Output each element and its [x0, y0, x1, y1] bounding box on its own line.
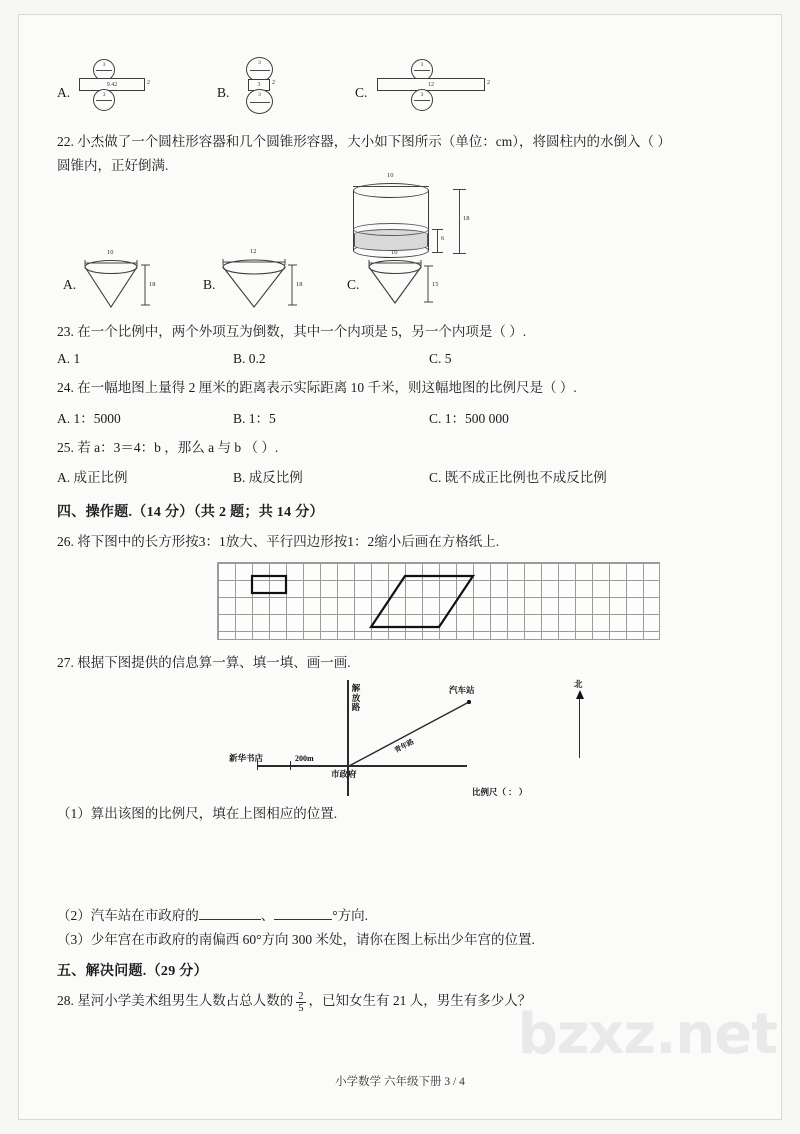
graph-paper-grid[interactable]	[217, 562, 660, 640]
q21-option-c-bar-side: 2	[487, 80, 490, 86]
q27-text: 27. 根据下图提供的信息算一算、填一填、画一画.	[57, 654, 351, 670]
q23-option-b[interactable]: B. 0.2	[233, 350, 266, 366]
q27-sub2-post: °方向.	[332, 908, 369, 923]
map-label-qingnian-road: 青年路	[393, 737, 416, 755]
north-arrow-head	[572, 690, 592, 704]
q25-text: 25. 若 a：3＝4：b ，那么 a 与 b （ ）.	[57, 439, 279, 455]
q21-option-b-circle-top-value: 3	[258, 59, 261, 66]
cone-b-height-label: 18	[296, 281, 303, 289]
q21-option-b-bar-side: 2	[272, 80, 275, 86]
q23-text: 23. 在一个比例中，两个外项互为倒数，其中一个内项是 5，另一个内项是（ ）.	[57, 324, 527, 340]
q25-options	[57, 466, 747, 486]
q28-fraction-denominator: 5	[298, 1003, 304, 1015]
q23-option-c[interactable]: C. 5	[429, 350, 452, 366]
cone-b-shape	[221, 257, 299, 309]
q21-option-a-circle-top-value: 3	[102, 61, 106, 68]
q21-option-c-circle-top-value: 3	[420, 61, 424, 68]
q21-option-c-circle-bottom	[411, 89, 433, 111]
q24-option-b[interactable]: B. 1：5	[233, 410, 276, 426]
q21-option-c-bar	[377, 78, 485, 91]
map-label-scale-ratio[interactable]: 比例尺（ ： ）	[472, 787, 528, 798]
q28-fraction	[296, 991, 305, 1015]
cone-a-shape	[81, 257, 153, 309]
q28-text-pre: 28. 星河小学美术组男生人数占总人数的	[57, 993, 294, 1009]
cone-c-height-label: 15	[432, 281, 439, 289]
q24-option-c[interactable]: C. 1：500 000	[429, 410, 509, 426]
q27-sub2-blank-2[interactable]	[274, 907, 332, 920]
q21-option-b-circle-bottom	[246, 89, 273, 114]
q24-text: 24. 在一幅地图上量得 2 厘米的距离表示实际距离 10 千米，则这幅地图的比例尺是（ ）.	[57, 379, 577, 395]
q21-option-c-bar-value: 12	[428, 81, 434, 88]
cone-a-diameter-label: 10	[107, 249, 114, 257]
map-label-north: 北	[574, 679, 583, 690]
q24-options	[57, 407, 747, 427]
q25-option-b[interactable]: B. 成反比例	[233, 470, 303, 486]
diameter-line	[96, 70, 112, 71]
q22-cone-options	[57, 248, 747, 311]
page-footer: 小学数学 六年级下册 3 / 4	[335, 1076, 465, 1088]
q24-option-a[interactable]: A. 1：5000	[57, 410, 121, 426]
q22-cone-a-label: A.	[63, 277, 77, 293]
bus-station-point	[467, 700, 471, 704]
q22-text-line2: 圆锥内，正好倒满.	[57, 157, 169, 173]
page-content	[57, 59, 747, 1014]
q22-cone-c-label: C.	[347, 277, 360, 293]
north-arrow-shaft	[579, 696, 580, 758]
q27-sub2	[57, 904, 747, 928]
city-map-diagram[interactable]	[227, 680, 687, 802]
cylinder-diameter-label: 10	[387, 172, 394, 180]
map-label-scale-200m: 200m	[295, 754, 314, 764]
q28-text-post: ，已知女生有 21 人，男生有多少人？	[308, 993, 532, 1009]
q21-option-c-circle-bottom-value: 3	[420, 91, 424, 98]
q21-option-a-bar	[79, 78, 145, 91]
cylinder-height-tick-top	[453, 189, 466, 190]
q26-shapes	[218, 563, 661, 641]
cylinder-diameter-line	[353, 186, 429, 187]
q27-sub2-blank-1[interactable]	[199, 907, 261, 920]
q21-options-figures	[57, 59, 747, 121]
cylinder-water-tick-bottom	[432, 252, 443, 253]
q27-sub2-mid: 、	[260, 908, 275, 923]
map-label-bus-station: 汽车站	[449, 685, 475, 696]
section-4-heading: 四、操作题.（14 分）（共 2 题；共 14 分）	[57, 505, 324, 521]
q27-sub1: （1）算出该图的比例尺，填在上图相应的位置.	[57, 806, 338, 822]
diameter-line	[250, 102, 270, 103]
cylinder-water-label: 6	[441, 235, 445, 243]
q21-option-a-circle-bottom-value: 3	[102, 91, 106, 98]
q21-option-b-bar-value: 3	[257, 82, 261, 88]
cone-a-height-label: 18	[149, 281, 156, 289]
q21-option-a-label: A.	[57, 85, 71, 100]
q22-cylinder-figure	[57, 172, 747, 255]
map-label-city-hall: 市政府	[331, 769, 357, 780]
cone-b-diameter-label: 12	[250, 248, 257, 256]
diameter-line	[96, 100, 112, 101]
diameter-line	[414, 70, 430, 71]
site-watermark: bzxz.net	[517, 1002, 777, 1067]
q27-sub2-pre: （2）汽车站在市政府的	[57, 908, 199, 923]
q21-option-b-label: B.	[217, 85, 230, 100]
diameter-line	[250, 70, 270, 71]
cylinder-water-line	[437, 229, 438, 252]
cylinder-height-tick-bottom	[453, 253, 466, 254]
diameter-line	[414, 100, 430, 101]
q27-map-figure	[57, 674, 747, 802]
q26-text: 26. 将下图中的长方形按3：1放大、平行四边形按1：2缩小后画在方格纸上.	[57, 534, 500, 550]
diagonal-road-svg	[227, 680, 687, 802]
q28-fraction-numerator: 2	[298, 990, 304, 1002]
q23-option-a[interactable]: A. 1	[57, 350, 81, 366]
q22-text-line1: 22. 小杰做了一个圆柱形容器和几个圆锥形容器，大小如下图所示（单位：cm），将圆柱内的水倒入（ ）	[57, 134, 671, 149]
q23-options	[57, 351, 747, 367]
q25-option-c[interactable]: C. 既不成正比例也不成反比例	[429, 470, 607, 486]
q27-sub3: （3）少年宫在市政府的南偏西 60°方向 300 米处，请你在图上标出少年宫的位置.	[57, 931, 535, 947]
q26-figure	[57, 554, 747, 642]
cylinder-height-label: 18	[463, 215, 470, 223]
cone-c-shape	[365, 257, 437, 307]
q21-option-b-circle-bottom-value: 3	[258, 91, 261, 98]
cylinder-water-tick-top	[432, 229, 443, 230]
cylinder-height-line	[459, 189, 460, 253]
q21-option-c-label: C.	[355, 85, 368, 100]
map-label-jiefang-road: 解放路	[351, 683, 361, 712]
q25-option-a[interactable]: A. 成正比例	[57, 470, 128, 486]
worksheet-page	[18, 14, 782, 1120]
section-5-heading: 五、解决问题.（29 分）	[57, 964, 208, 980]
q21-option-a-bar-value: 9.42	[106, 81, 118, 88]
map-label-bookstore: 新华书店	[229, 753, 264, 764]
q21-option-a-bar-side: 2	[147, 80, 150, 86]
q21-option-a-circle-bottom	[93, 89, 115, 111]
cone-c-diameter-label: 10	[391, 249, 398, 257]
q22-cone-b-label: B.	[203, 277, 216, 293]
